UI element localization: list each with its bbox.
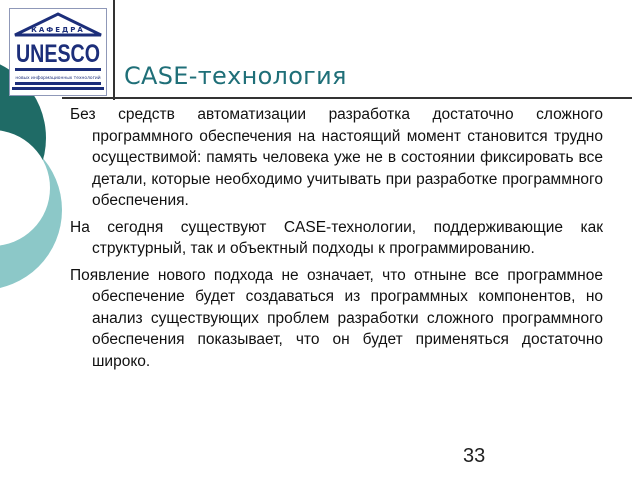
slide-content	[70, 104, 603, 377]
unesco-logo	[9, 8, 107, 96]
logo-sub-text: новых информационных технологий	[15, 76, 101, 81]
paragraph-3: Появление нового подхода не означает, что отныне все программное обеспечение будет создаваться из программных компонентов, но анализ существующих проблем разработки сложного программного обеспечения показывает, что он будет применяться достаточно широко.	[70, 266, 603, 370]
paragraph-1: Без средств автоматизации разработка достаточно сложного программного обеспечения на настоящий момент становится трудно осуществимой: память человека уже не в состоянии фиксировать все детали, которые необходимо учитывать при разработке программного обеспечения.	[70, 106, 603, 209]
paragraph-2: На сегодня существуют CASE-технологии, поддерживающие как структурный, так и объектный подходы к программированию.	[70, 218, 603, 257]
logo-top-text: КАФЕДРА	[31, 26, 85, 34]
logo-brand-text: UNESCO	[16, 40, 100, 68]
horizontal-divider	[62, 97, 632, 99]
page-number: 33	[463, 445, 486, 467]
slide-title: CASE-технология	[124, 62, 347, 90]
vertical-divider	[113, 0, 115, 100]
